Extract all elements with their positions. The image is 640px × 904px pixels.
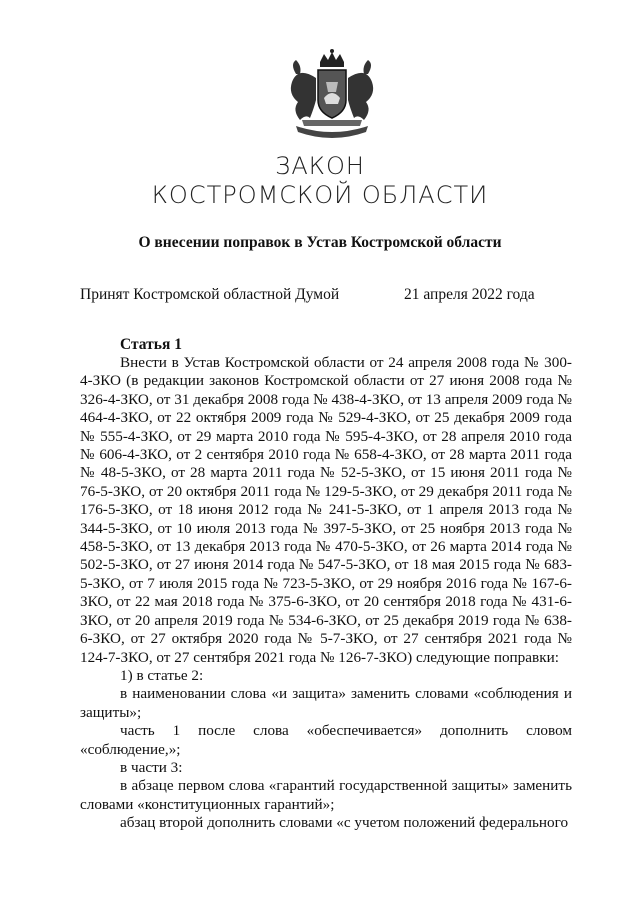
coat-of-arms-icon <box>262 48 402 148</box>
adoption-date: 21 апреля 2022 года <box>404 286 535 303</box>
article-paragraph: абзац второй дополнить словами «с учетом положений федерального <box>120 814 569 832</box>
adopted-by: Принят Костромской областной Думой <box>80 286 340 303</box>
article-paragraph: в абзаце первом слова «гарантий государственной защиты» заменить словами «конституционных гарантий»; <box>80 777 572 813</box>
article-paragraph: часть 1 после слова «обеспечивается» дополнить словом «соблюдение,»; <box>80 722 572 758</box>
law-subject: О внесении поправок в Устав Костромской области <box>138 234 502 251</box>
adoption-line <box>80 286 540 304</box>
article-title: Статья 1 <box>120 336 182 353</box>
article-body <box>80 354 572 833</box>
article-paragraph: в наименовании слова «и защита» заменить словами «соблюдения и защиты»; <box>80 685 572 721</box>
article-paragraph: в части 3: <box>120 758 183 776</box>
law-title-line2: КОСТРОМСКОЙ ОБЛАСТИ <box>151 181 489 209</box>
law-title-line1: ЗАКОН <box>275 152 365 180</box>
article-paragraph: Внести в Устав Костромской области от 24 апреля 2008 года № 300-4-ЗКО (в редакции законов Костромской области от 27 июня 2008 года № 326-4-ЗКО, от 31 декабря 2008 года № 438-4-ЗКО, от 13 апреля 2009 года № 464-4-ЗКО, от 22 октября 2009 года № 529-4-ЗКО, от 25 декабря 2009 года № 555-4-ЗКО, от 29 марта 2010 года № 595-4-ЗКО, от 28 апреля 2010 года № 606-4-ЗКО, от 2 сентября 2010 года № 658-4-ЗКО, от 28 марта 2011 года № 48-5-ЗКО, от 28 марта 2011 года № 52-5-ЗКО, от 15 июня 2011 года № 76-5-ЗКО, от 20 октября 2011 года № 129-5-ЗКО, от 29 декабря 2011 года № 176-5-ЗКО, от 18 июня 2012 года № 241-5-ЗКО, от 1 апреля 2013 года № 344-5-ЗКО, от 10 июля 2013 года № 397-5-ЗКО, от 25 ноября 2013 года № 458-5-ЗКО, от 13 декабря 2013 года № 470-5-ЗКО, от 26 марта 2014 года № 502-5-ЗКО, от 27 июня 2014 года № 547-5-ЗКО, от 18 мая 2015 года № 683-5-ЗКО, от 7 июля 2015 года № 723-5-ЗКО, от 29 ноября 2016 года № 167-6-ЗКО, от 22 мая 2018 года № 375-6-ЗКО, от 20 сентября 2018 года № 431-6-ЗКО, от 20 апреля 2019 года № 534-6-ЗКО, от 25 декабря 2019 года № 638-6-ЗКО, от 27 октября 2020 года № 5-7-ЗКО, от 27 сентября 2021 года № 124-7-ЗКО, от 27 сентября 2021 года № 126-7-ЗКО) следующие поправки: <box>80 354 572 666</box>
article-paragraph: 1) в статье 2: <box>120 666 204 684</box>
